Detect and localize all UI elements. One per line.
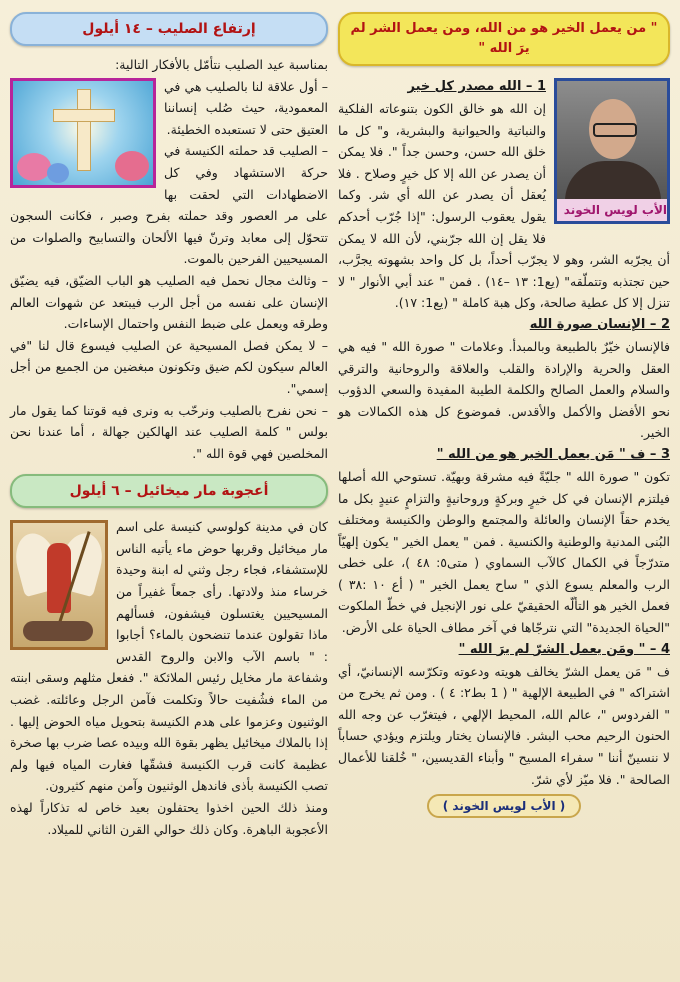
- section-2-heading: 2 – الإنسان صورة الله: [529, 316, 670, 332]
- section-2-text: فالإنسان خيّرٌ بالطبيعة وبالمبدأ. وعلامات " صورة الله " فيه هي العقل والحرية والإرادة والقلب والعلاقة والروحانية والترقي والسلام والعمل الصالح والكلمة الطيبة المفيدة والسعي الدؤوب نحو الأفضل والأكمل والأقدس. فموضوع كل هذه الكمالات هو الخير.: [338, 338, 670, 441]
- section-3-heading: 3 – ف " مَن يعمل الخير هو من الله ": [436, 446, 670, 462]
- right-column: [338, 12, 670, 818]
- portrait-caption: الأب لويس الخوند: [557, 199, 667, 221]
- article-body: [338, 76, 670, 790]
- cross-feast-banner: إرتفاع الصليب – ١٤ أيلول: [10, 12, 328, 46]
- section-1-heading: 1 – الله مصدر كل خير: [407, 79, 546, 94]
- section-1-text: إن الله هو خالق الكون بتنوعاته الفلكية والنباتية والحيوانية والبشرية، و" كل ما خلق الله حسن، وحسن جداً ". فلا يمكن أن يصدر عن الله إلا كل خيرٍ وصلاح . فلا يُعقل أن يصدر عن الله أي شر. وكما يقول يعقوب الرسول: "إذا جُرّب أحدكم فلا يقل إن الله جرّبني، لأن الله لا يمكن أن يجرّبه الشر، وهو لا يجرّب أحداً، بل كل واحد بشهوته يجرَّب، حين تجتذبه وتتملّقه" (يع1: ١٣ –١٤) . فمن " عند أبي الأنوار " لا تنزل إلا كل عطية صالحة، وكل هبة كاملة " (يع1: ١٧).: [338, 101, 670, 311]
- cross-point-4: – لا يمكن فصل المسيحية عن الصليب فيسوع قال لنا "في العالم سيكون لكم ضيق وتكونون مبغضين من الجميع من أجل إسمي".: [10, 337, 328, 396]
- signature: [338, 794, 670, 818]
- michael-paragraph-1: كان في مدينة كولوسي كنيسة على اسم مار ميخائيل وقربها حوض ماء يأتيه الناس للإستشفاء، فجاء رجل وثني له ابنة وحيدة خرساء منذ ولادتها. رأى جمعاً غفيراً من المسيحيين يغتسلون فيشفون، فسألهم ماذا تقولون عندما تنضحون بالماء؟ أجابوا : " باسم الآب والابن والروح القدس وشفاعة مار مخايل رئيس الملائكة ". ففعل مثلهم وسقى ابنته من الماء فشُفيت حالاً وتكلمت فآمن الرجل وعائلته. غضب الوثنيون وعزموا على هدم الكنيسة بتحويل مياه الحوض إليها . إذا بالملاك ميخائيل يظهر بقوة الله وبيده عصا ضرب بها صخرة عظيمة كانت قرب الكنيسة فشقّها فغارت المياه فيها ولم تصب الكنيسة بأذى فاندهل الوثنيون وآمن منهم كثيرون.: [10, 519, 328, 794]
- main-title-banner: " من يعمل الخير هو من الله، ومن يعمل الشر لم يرَ الله ": [338, 12, 670, 66]
- cross-point-5: – نحن نفرح بالصليب ونرحّب به ونرى فيه قوتنا كما يقول مار بولس " كلمة الصليب عند الهالكين جهالة ، أما عندنا نحن المخلصين فهي قوة الله ".: [10, 402, 328, 461]
- archangel-michael-image: [10, 520, 108, 650]
- michael-article: [10, 516, 328, 840]
- author-portrait: [554, 78, 670, 224]
- section-4-text: ف " مَن يعمل الشرّ يخالف هويته ودعوته وتكرّسه الإنسانيّ، أي اشتراكه " في الطبيعة الإلهية " ( 1 بط٢: ٤ ) . ومن ثم يخرج من " الفردوس "، عالم الله، المحيط الإلهي ، فيتغرّب عن وجه الله الحنون الرحيم محب البشر. فالإنسان يختار ويلتزم ويؤدي حساباً لا ننسينّ أننا " سفراء المسيح " وأبناء القديسين، " خُلقنا للأعمال الصالحة ". فلا ميّز لأي شرّ.: [338, 663, 670, 787]
- cross-point-3: – وثالث مجال نحمل فيه الصليب هو الباب الضيّق، فيه يضيّق الإنسان على نفسه من أجل الرب فيبتعد عن شهوات العالم وطرقه ويعمل على ضبط النفس واحتمال الإساءات.: [10, 272, 328, 332]
- michael-paragraph-2: ومنذ ذلك الحين اخذوا يحتفلون بعيد خاص له تذكاراً لهذه الأعجوبة الباهرة. وكان ذلك حوالي القرن الثاني للميلاد.: [10, 800, 328, 837]
- cross-image: [10, 78, 156, 188]
- cross-intro: بمناسبة عيد الصليب نتأمّل بالأفكار التالية:: [115, 57, 328, 72]
- michael-miracle-banner: أعجوبة مار ميخائيل – ٦ أيلول: [10, 474, 328, 508]
- cross-point-2: – الصليب قد حملته الكنيسة في حركة الاستشهاد وفي كل الاضطهادات التي لحقت بها على مر العصور وقد حملته بفرح وصبر ، فكانت السجون تتحوّل إلى معابد وترنّ فيها الألحان والتسابيح والصلوات من المسيحيين الفرحين بالموت.: [10, 143, 328, 267]
- left-column: [10, 12, 328, 840]
- cross-point-1: – أول علاقة لنا بالصليب هي في المعمودية، حيث صُلب إنساننا العتيق حتى لا تستعبده الخطيئة.: [164, 78, 328, 137]
- section-4-heading: 4 – " ومَن يعمل الشرّ لم يرَ الله ": [458, 641, 670, 657]
- cross-article: [10, 54, 328, 464]
- signature-label: ( الأب لويس الخوند ): [427, 794, 582, 818]
- section-3-text: تكون " صورة الله " جليّةً فيه مشرقة وبهيّة. تستوحي الله أصلها فيلتزم الإنسان في كل خيرٍ وبركةٍ وروحانيةٍ والتزامٍ عنيدٍ بكل ما يخدم حقاً الإنسان والعائلة والمجتمع والوطن والكنيسة ومختلف البُنى المدنية والوطنية والكنسية . فمن " يعمل الخير " يكون إلهيّاً متدرّجاً في الكمال كالآب السماوي ( متى٥: ٤٨ )، على خطى الرب والمعلم يسوع الذي " ساح يعمل الخير " ( أع ١٠ :٣٨ ) فعمل الخير هو التألّه الحقيقيّ على نور الإنجيل في خطّ الملكوت "الحياة الجديدة" التي نترجّاها في آخر مطاف الحياة على الأرض.: [338, 468, 670, 636]
